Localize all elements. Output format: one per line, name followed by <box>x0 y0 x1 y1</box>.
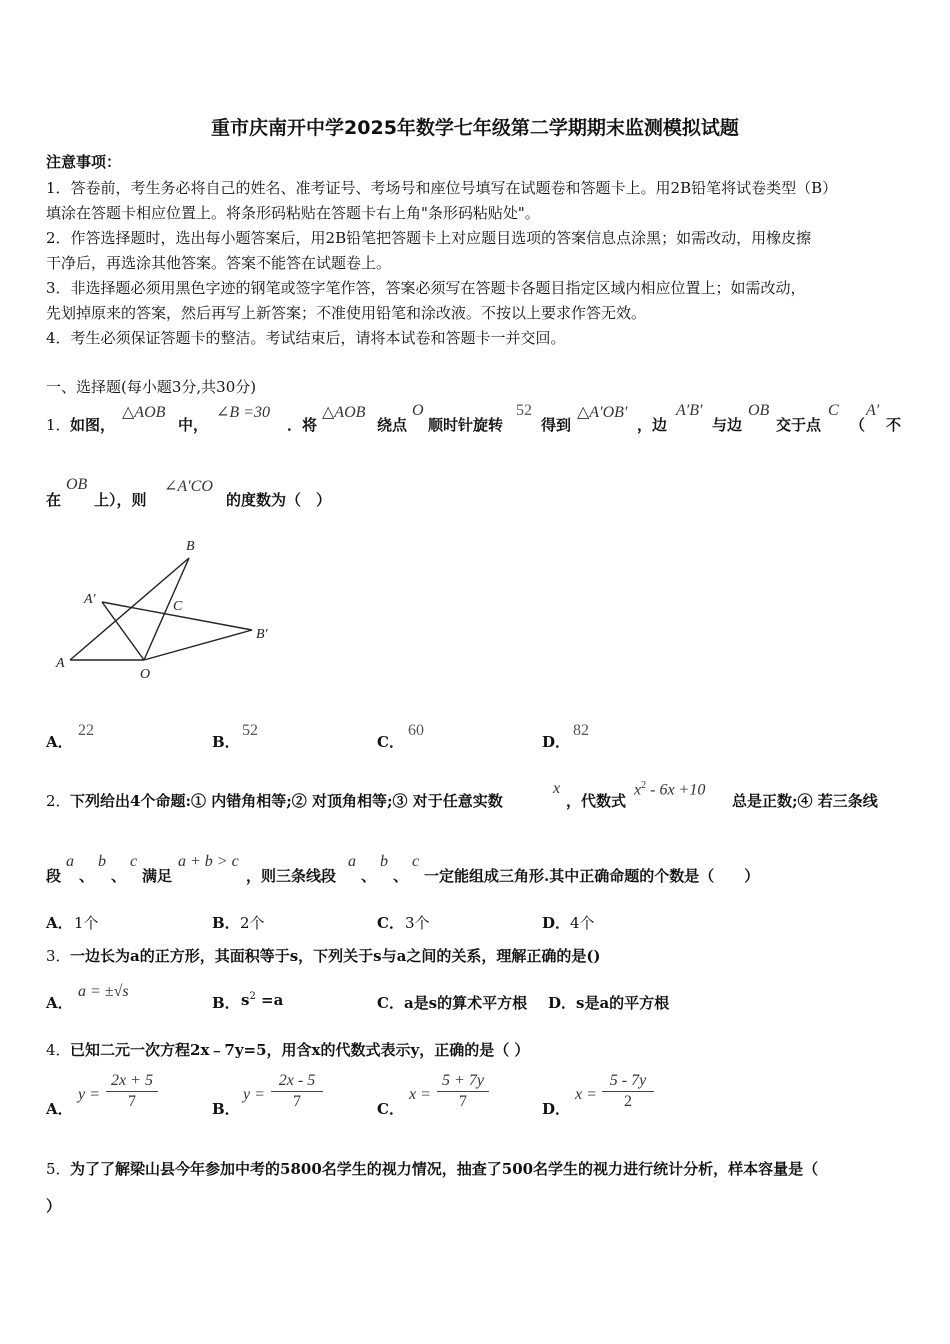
notice-line: 4．考生必须保证答题卡的整洁。考试结束后，请将本试卷和答题卡一并交回。 <box>46 329 566 347</box>
q1-option-a-value: 22 <box>78 722 94 739</box>
q1-text: 得到 <box>541 416 572 434</box>
q2-option-d-text: 4个 <box>570 914 595 932</box>
q1-number: 1． <box>46 416 71 434</box>
q4-option-a-denominator: 7 <box>128 1093 136 1110</box>
q2-text: 段 <box>46 867 62 885</box>
q1-text: 中， <box>178 416 209 434</box>
q3-option-b-sup: 2 <box>249 991 256 1002</box>
q2-sep: 、 <box>79 867 95 885</box>
q1-option-d-label: D． <box>542 733 571 751</box>
q2-math: a <box>66 853 74 870</box>
q4-option-c-fraction <box>437 1072 489 1111</box>
q1-text: 的度数为（ ） <box>226 491 332 509</box>
q1-math: A′ <box>866 402 880 419</box>
q4-option-c-lhs: x = <box>409 1086 431 1103</box>
q2-option-b-text: 2个 <box>240 914 265 932</box>
q3-option-b-label: B． <box>212 994 240 1012</box>
q5-text-end: ） <box>46 1197 62 1215</box>
q3-option-a-label: A． <box>46 994 73 1012</box>
q3-option-b-math <box>241 988 283 1009</box>
q2-option-a-text: 1个 <box>74 914 99 932</box>
q1-text: 与边 <box>712 416 743 434</box>
q4-text: 已知二元一次方程2x﹣7y=5，用含x的代数式表示y，正确的是（ ） <box>70 1041 530 1059</box>
label-c: C <box>173 599 183 614</box>
q2-option-a-label: A． <box>46 914 73 932</box>
q1-math: OB <box>748 402 770 419</box>
edge-ab <box>70 558 189 660</box>
q2-sep: 、 <box>361 867 377 885</box>
notice-line: 1．答卷前，考生务必将自己的姓名、准考证号、考场号和座位号填写在试题卷和答题卡上。用2B铅笔将试卷类型（B） <box>46 179 838 197</box>
q4-option-a-numerator: 2x + 5 <box>106 1072 158 1092</box>
notice-line: 3．非选择题必须用黑色字迹的钢笔或签字笔作答，答案必须写在答题卡各题目指定区域内相应位置上；如需改动， <box>46 279 806 297</box>
q4-option-b-lhs: y = <box>243 1086 265 1103</box>
q4-option-c-label: C． <box>377 1100 404 1118</box>
q2-text: 总是正数;④ 若三条线 <box>732 792 878 810</box>
q5-number: 5． <box>46 1160 71 1178</box>
q3-option-a-math: a = ±√s <box>78 983 129 1000</box>
label-b-prime: B′ <box>256 627 268 642</box>
q3-option-b-base: s <box>241 991 250 1009</box>
q2-math: c <box>130 853 138 870</box>
q1-option-c-value: 60 <box>408 722 424 739</box>
q1-text: 不 <box>886 416 902 434</box>
q4-option-b-fraction <box>271 1072 323 1111</box>
q3-text: 一边长为a的正方形，其面积等于s，下列关于s与a之间的关系，理解正确的是() <box>70 947 601 965</box>
section-heading: 一、选择题(每小题3分,共30分) <box>46 378 257 396</box>
q4-option-c-numerator: 5 + 7y <box>437 1072 489 1092</box>
q4-option-d-denominator: 2 <box>624 1093 632 1110</box>
q2-math <box>634 780 705 799</box>
notice-line: 先划掉原来的答案，然后再写上新答案；不准使用铅笔和涂改液。不按以上要求作答无效。 <box>46 304 647 322</box>
q2-text: ，则三条线段 <box>246 867 337 885</box>
q3-option-b-rest: =a <box>255 991 284 1009</box>
notice-line: 2．作答选择题时，选出每小题答案后，用2B铅笔把答题卡上对应题目选项的答案信息点涂黑；如需改动，用橡皮擦 <box>46 229 812 247</box>
page-title: 重市庆南开中学2025年数学七年级第二学期期末监测模拟试题 <box>211 117 739 139</box>
q4-option-a-lhs: y = <box>78 1086 100 1103</box>
q1-text: （ <box>850 416 866 434</box>
q4-option-d-lhs: x = <box>575 1086 597 1103</box>
q4-option-d-label: D． <box>542 1100 571 1118</box>
label-b: B <box>186 539 195 554</box>
q1-option-d-value: 82 <box>573 722 589 739</box>
q1-math: △A′OB′ <box>577 404 628 421</box>
q4-option-d-fraction <box>602 1072 654 1111</box>
q1-text: ．将 <box>287 416 318 434</box>
q3-option-c: C．a是s的算术平方根 <box>377 994 528 1012</box>
q1-math: △AOB <box>322 404 366 421</box>
notice-line: 填涂在答题卡相应位置上。将条形码粘贴在答题卡右上角"条形码粘贴处"。 <box>46 204 540 222</box>
q4-option-a-label: A． <box>46 1100 73 1118</box>
q2-option-c-text: 3个 <box>405 914 430 932</box>
q4-option-c-denominator: 7 <box>459 1093 467 1110</box>
q2-math: b <box>380 853 388 870</box>
notice-line: 干净后，再选涂其他答案。答案不能答在试题卷上。 <box>46 254 392 272</box>
q2-math: b <box>98 853 106 870</box>
label-a-prime: A′ <box>84 592 96 607</box>
q2-option-b-label: B． <box>212 914 240 932</box>
q1-figure <box>40 530 290 690</box>
q1-text: 绕点 <box>377 416 408 434</box>
q2-text: 满足 <box>142 867 173 885</box>
q2-text: ，代数式 <box>566 792 627 810</box>
q1-text: 如图， <box>70 416 116 434</box>
q2-math-rest: - 6x +10 <box>646 781 706 799</box>
q1-math: ∠A′CO <box>164 478 213 495</box>
q1-option-a-label: A． <box>46 733 73 751</box>
q4-option-a-fraction <box>106 1072 158 1111</box>
q4-option-d-numerator: 5 - 7y <box>602 1072 654 1092</box>
q2-number: 2． <box>46 792 71 810</box>
q1-math: △AOB <box>122 404 166 421</box>
q1-text: 交于点 <box>776 416 822 434</box>
q2-math: c <box>412 853 420 870</box>
q2-option-d-label: D． <box>542 914 571 932</box>
label-a: A <box>56 656 65 671</box>
q2-text: 一定能组成三角形.其中正确命题的个数是（ ） <box>424 867 760 885</box>
q1-math: OB <box>66 476 88 493</box>
q1-math: 52 <box>516 402 532 419</box>
q2-sep: 、 <box>393 867 409 885</box>
q1-option-b-value: 52 <box>242 722 258 739</box>
q2-math: a + b > c <box>178 853 239 870</box>
label-o: O <box>140 667 151 682</box>
notice-heading: 注意事项： <box>46 153 122 171</box>
q1-text: ，边 <box>637 416 668 434</box>
q4-option-b-numerator: 2x - 5 <box>271 1072 323 1092</box>
q4-option-b-denominator: 7 <box>293 1093 301 1110</box>
q1-math: O <box>412 402 424 419</box>
q2-text: 下列给出4个命题:① 内错角相等;② 对顶角相等;③ 对于任意实数 <box>70 792 503 810</box>
q1-text: 上），则 <box>94 491 147 509</box>
q1-math: ∠B =30 <box>216 404 270 421</box>
q1-option-c-label: C． <box>377 733 404 751</box>
q4-number: 4． <box>46 1041 71 1059</box>
q1-math: C <box>828 402 839 419</box>
q2-math: a <box>348 853 356 870</box>
q3-number: 3． <box>46 947 71 965</box>
q2-math-x: x <box>634 781 642 799</box>
edge-a1o <box>102 602 144 660</box>
q2-option-c-label: C． <box>377 914 404 932</box>
q5-text: 为了了解梁山县今年参加中考的5800名学生的视力情况，抽查了500名学生的视力进行统计分析，样本容量是（ <box>70 1160 819 1178</box>
q2-sep: 、 <box>111 867 127 885</box>
q1-option-b-label: B． <box>212 733 240 751</box>
q4-option-b-label: B． <box>212 1100 240 1118</box>
q1-text: 顺时针旋转 <box>428 416 504 434</box>
q2-math-sup: 2 <box>641 780 647 791</box>
q1-text: 在 <box>46 491 62 509</box>
q2-math: x <box>553 780 561 797</box>
edge-ob1 <box>144 630 252 660</box>
q1-math: A′B′ <box>676 402 703 419</box>
q3-option-d: D．s是a的平方根 <box>548 994 670 1012</box>
